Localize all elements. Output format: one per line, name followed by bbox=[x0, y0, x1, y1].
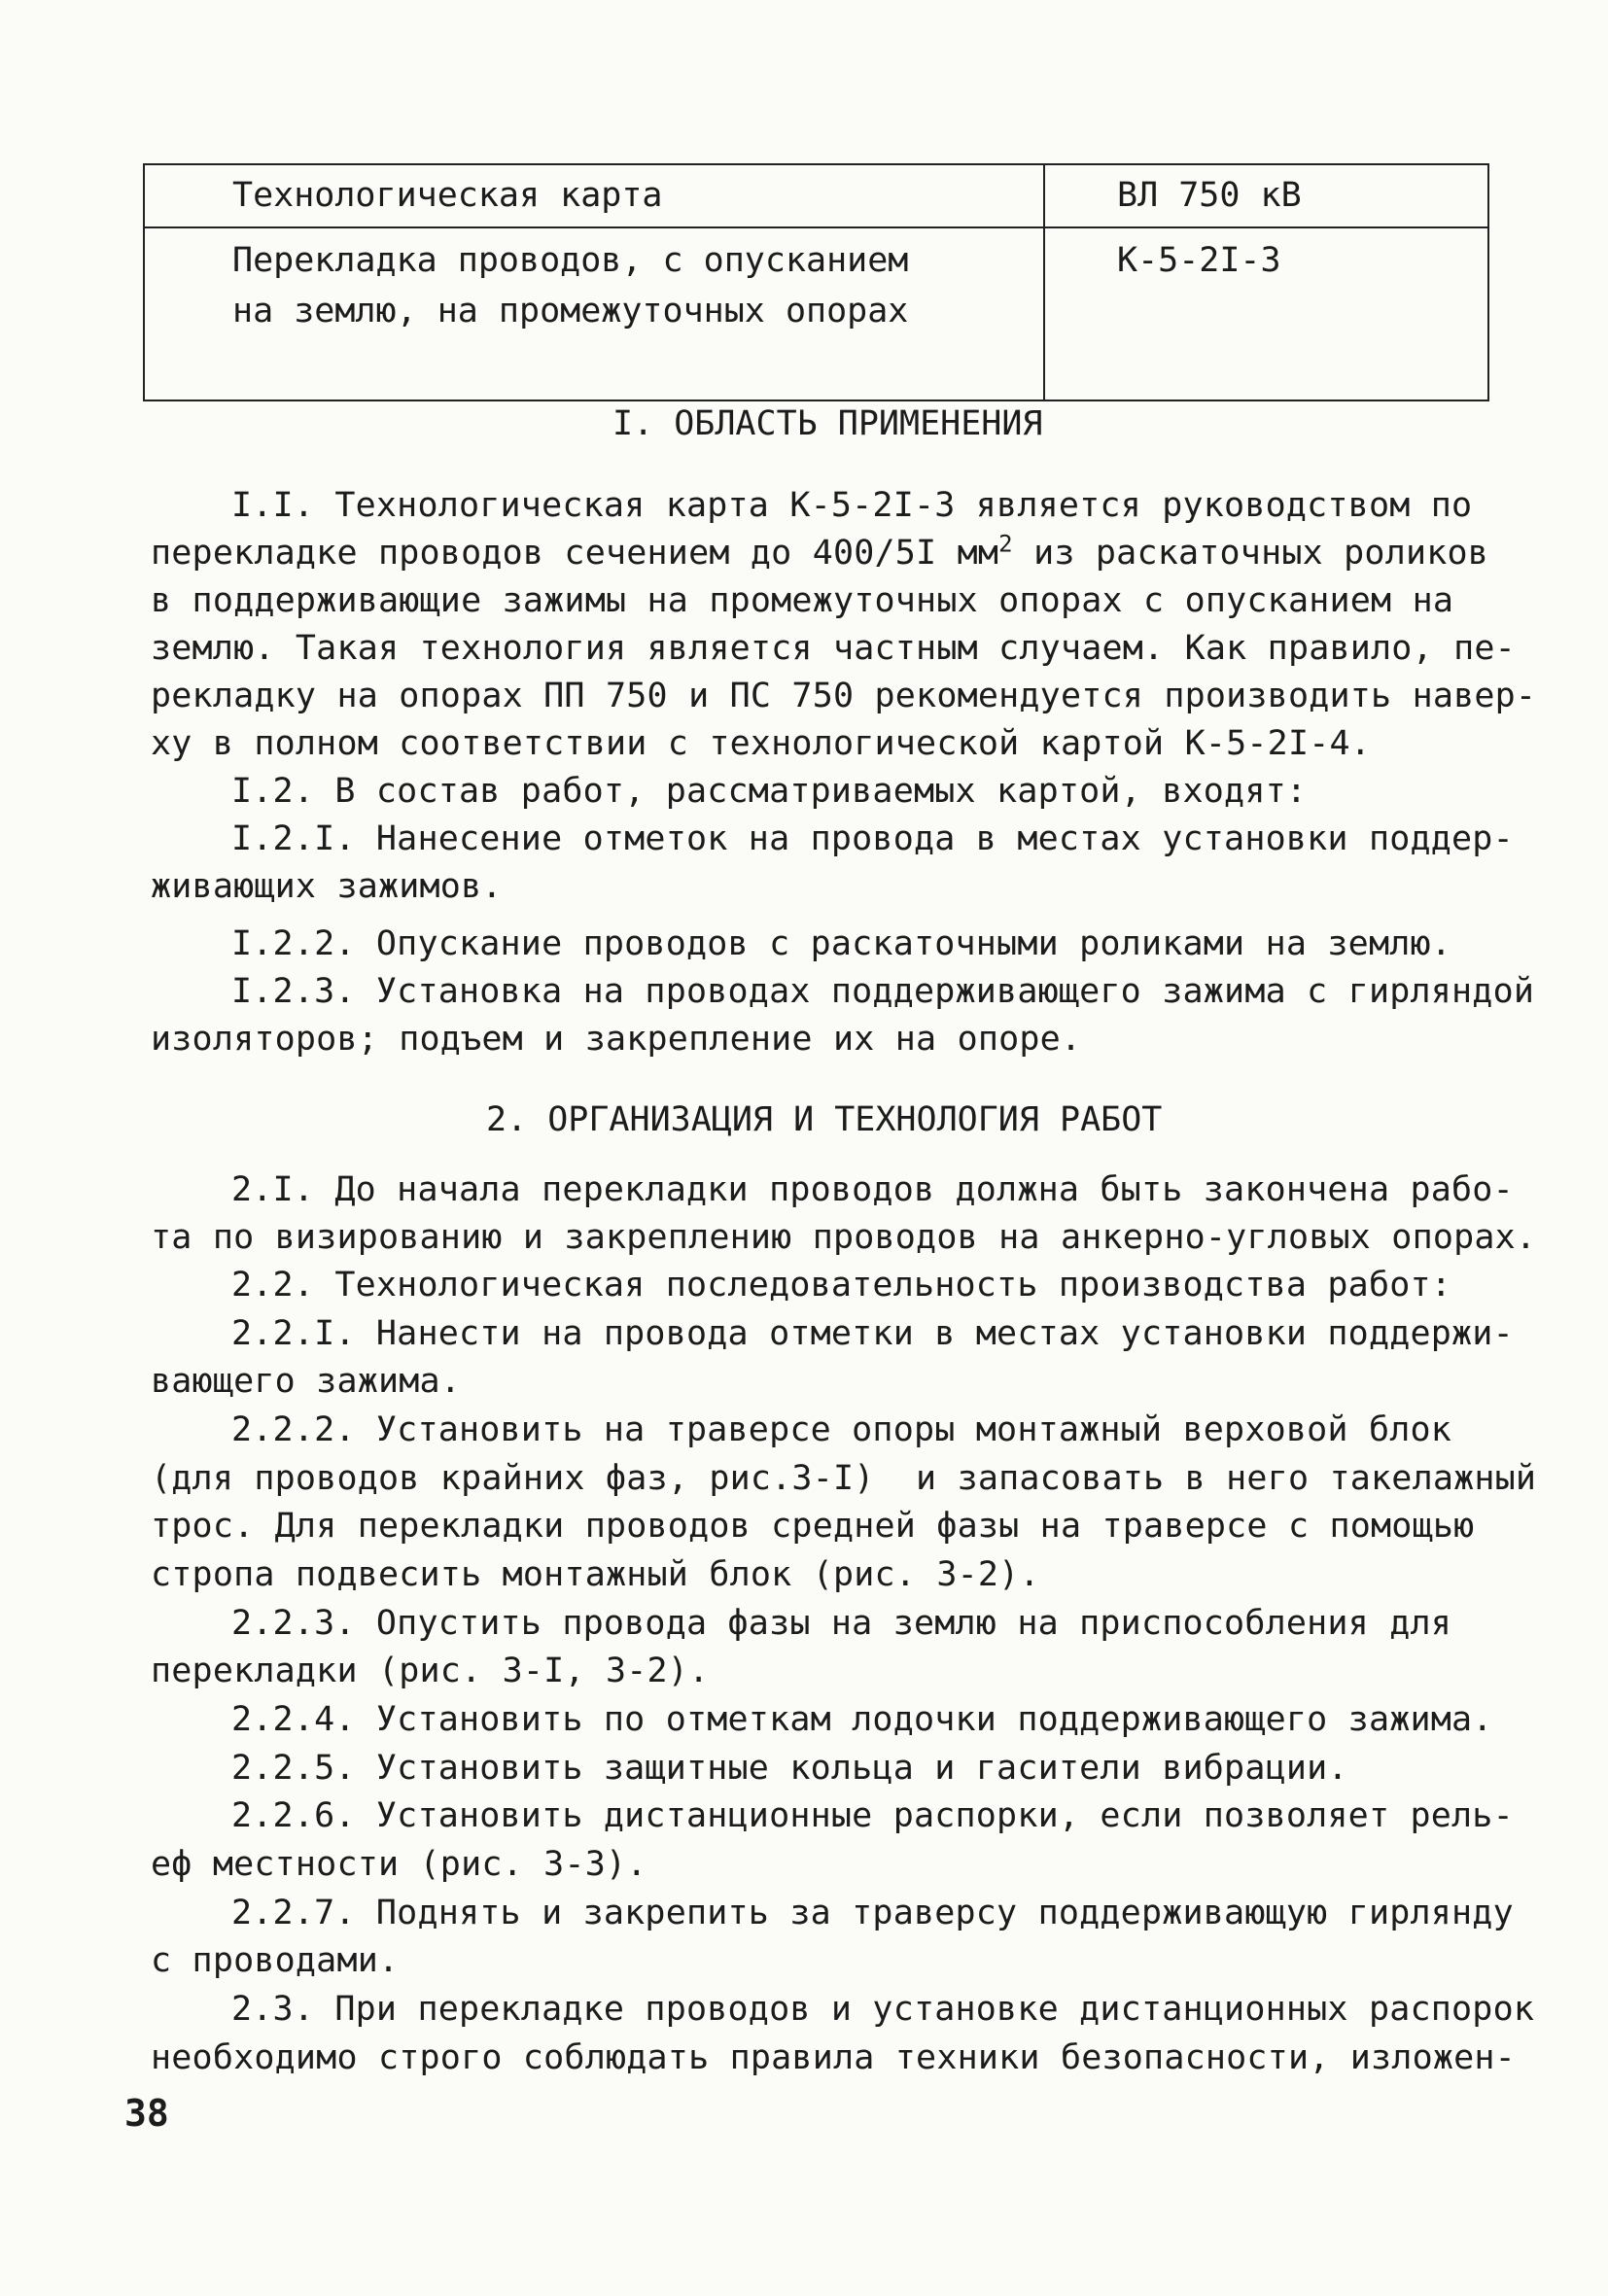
paragraph-line: ху в полном соответствии с технологической картой К-5-2I-4. bbox=[151, 724, 1372, 763]
card-title: Технологическая карта bbox=[232, 176, 663, 215]
paragraph-line-tail: из раскаточных роликов bbox=[1012, 534, 1489, 573]
paragraph-line: 2.I. До начала перекладки проводов должна быть закончена рабо- bbox=[231, 1170, 1514, 1209]
paragraph-line: I.I. Технологическая карта К-5-2I-3 является руководством по bbox=[231, 486, 1473, 525]
paragraph-line: 2.2.3. Опустить провода фазы на землю на приспособления для bbox=[231, 1604, 1452, 1643]
paragraph-line: изоляторов; подъем и закрепление их на опоре. bbox=[151, 1020, 1082, 1059]
paragraph-line: вающего зажима. bbox=[151, 1362, 462, 1401]
section1-heading: I. ОБЛАСТЬ ПРИМЕНЕНИЯ bbox=[612, 404, 1043, 443]
paragraph-line: 2.2.5. Установить защитные кольца и гасители вибрации. bbox=[231, 1749, 1348, 1788]
paragraph-line: перекладки (рис. 3-I, 3-2). bbox=[151, 1652, 710, 1690]
paragraph-line: 2.2.2. Установить на траверсе опоры монтажный верховой блок bbox=[231, 1410, 1452, 1449]
paragraph-line: стропа подвесить монтажный блок (рис. 3-2). bbox=[151, 1555, 1040, 1594]
paragraph-line: I.2. В состав работ, рассматриваемых картой, входят: bbox=[231, 772, 1308, 811]
paragraph-line: I.2.2. Опускание проводов с раскаточными роликами на землю. bbox=[231, 924, 1452, 963]
paragraph-line: 2.2.6. Установить дистанционные распорки, если позволяет рель- bbox=[231, 1796, 1514, 1835]
card-subtitle-line1: Перекладка проводов, с опусканием bbox=[232, 241, 909, 280]
header-table bbox=[143, 163, 1489, 401]
paragraph-line: 2.2.4. Установить по отметкам лодочки поддерживающего зажима. bbox=[231, 1700, 1493, 1739]
paragraph-line: 2.2. Технологическая последовательность производства работ: bbox=[231, 1266, 1452, 1305]
paragraph-line: землю. Такая технология является частным случаем. Как правило, пе- bbox=[151, 629, 1516, 668]
paragraph-line: трос. Для перекладки проводов средней фазы на траверсе с помощью bbox=[151, 1507, 1475, 1546]
paragraph-line: в поддерживающие зажимы на промежуточных опорах с опусканием на bbox=[151, 581, 1454, 620]
table-divider-vertical bbox=[1043, 165, 1045, 400]
paragraph-line: та по визированию и закреплению проводов на анкерно-угловых опорах. bbox=[151, 1218, 1537, 1257]
page-number: 38 bbox=[124, 2092, 169, 2135]
superscript: 2 bbox=[998, 530, 1013, 558]
paragraph-line: еф местности (рис. 3-3). bbox=[151, 1845, 647, 1884]
paragraph-line: 2.3. При перекладке проводов и установке дистанционных распорок bbox=[231, 1990, 1535, 2029]
card-subtitle-line2: на землю, на промежуточных опорах bbox=[232, 292, 909, 330]
paragraph-line: 2.2.I. Нанести на провода отметки в местах установки поддержи- bbox=[231, 1314, 1514, 1353]
paragraph-line-text: перекладке проводов сечением до 400/5I мм bbox=[151, 534, 999, 573]
paragraph-line: I.2.3. Установка на проводах поддерживающего зажима с гирляндой bbox=[231, 972, 1535, 1011]
line-voltage: ВЛ 750 кВ bbox=[1117, 176, 1302, 215]
paragraph-line: рекладку на опорах ПП 750 и ПС 750 рекомендуется производить навер- bbox=[151, 677, 1537, 715]
paragraph-line: с проводами. bbox=[151, 1941, 400, 1980]
table-divider-horizontal bbox=[145, 226, 1487, 228]
paragraph-line: необходимо строго соблюдать правила техники безопасности, изложен- bbox=[151, 2038, 1516, 2077]
card-code: К-5-2I-3 bbox=[1117, 241, 1281, 280]
paragraph-line: I.2.I. Нанесение отметок на провода в местах установки поддер- bbox=[231, 819, 1514, 858]
paragraph-line: 2.2.7. Поднять и закрепить за траверсу поддерживающую гирлянду bbox=[231, 1894, 1514, 1932]
paragraph-line: живающих зажимов. bbox=[151, 867, 503, 906]
paragraph-line bbox=[151, 530, 1488, 576]
card-subtitle bbox=[232, 235, 908, 336]
section2-heading: 2. ОРГАНИЗАЦИЯ И ТЕХНОЛОГИЯ РАБОТ bbox=[486, 1100, 1163, 1139]
paragraph-line: (для проводов крайних фаз, рис.3-I) и запасовать в него такелажный bbox=[151, 1459, 1537, 1498]
